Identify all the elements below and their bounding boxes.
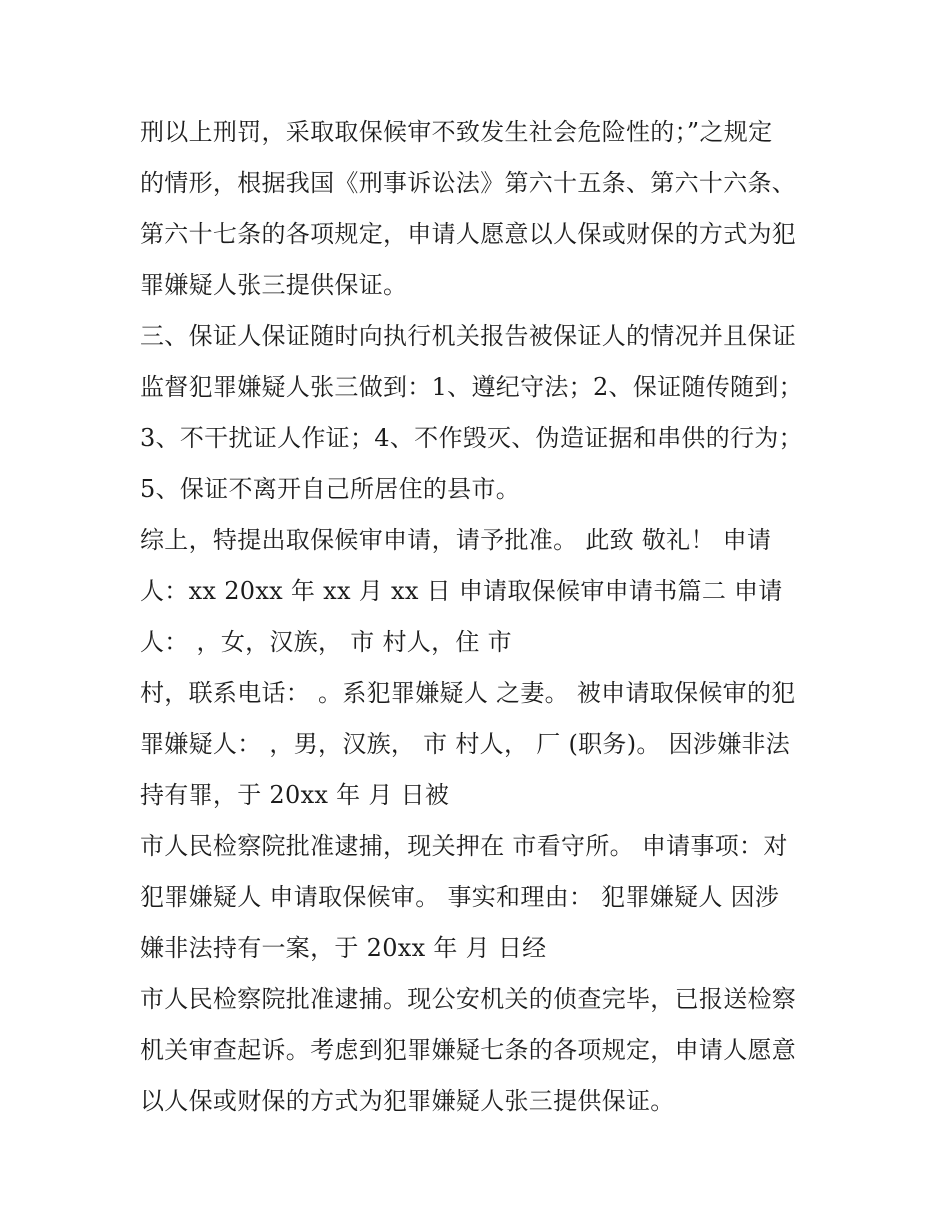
text-line: 综上，特提出取保候审申请，请予批准。 此致 敬礼！ 申请 xyxy=(140,526,772,554)
text-line: 嫌非法持有一案，于 20xx 年 月 日经 xyxy=(140,934,547,962)
text-line: 监督犯罪嫌疑人张三做到：1、遵纪守法；2、保证随传随到； xyxy=(140,373,803,401)
text-line: 市人民检察院批准逮捕。现公安机关的侦查完毕，已报送检察 xyxy=(140,985,797,1013)
text-line: 以人保或财保的方式为犯罪嫌疑人张三提供保证。 xyxy=(140,1087,675,1115)
text-line: 村，联系电话： 。系犯罪嫌疑人 之妻。 被申请取保候审的犯 xyxy=(140,679,796,707)
text-line: 的情形，根据我国《刑事诉讼法》第六十五条、第六十六条、 xyxy=(140,169,797,197)
text-line: 持有罪，于 20xx 年 月 日被 xyxy=(140,781,450,809)
text-line: 人：xx 20xx 年 xx 月 xx 日 申请取保候审申请书篇二 申请 xyxy=(140,577,783,605)
text-line: 第六十七条的各项规定，申请人愿意以人保或财保的方式为犯 xyxy=(140,220,797,248)
text-line: 市人民检察院批准逮捕，现关押在 市看守所。 申请事项：对 xyxy=(140,832,788,860)
document-body xyxy=(140,107,840,1127)
text-line: 犯罪嫌疑人 申请取保候审。 事实和理由： 犯罪嫌疑人 因涉 xyxy=(140,883,780,911)
text-line: 罪嫌疑人张三提供保证。 xyxy=(140,271,408,299)
text-line: 三、保证人保证随时向执行机关报告被保证人的情况并且保证 xyxy=(140,322,797,350)
text-line: 人： ，女，汉族， 市 村人，住 市 xyxy=(140,628,512,656)
text-line: 机关审查起诉。考虑到犯罪嫌疑七条的各项规定，申请人愿意 xyxy=(140,1036,797,1064)
text-line: 罪嫌疑人： ，男，汉族， 市 村人， 厂 (职务)。 因涉嫌非法 xyxy=(140,730,791,758)
text-line: 3、不干扰证人作证；4、不作毁灭、伪造证据和串供的行为； xyxy=(140,424,803,452)
text-line: 5、保证不离开自己所居住的县市。 xyxy=(140,475,521,503)
text-line: 刑以上刑罚，采取取保候审不致发生社会危险性的；”之规定 xyxy=(140,118,773,146)
